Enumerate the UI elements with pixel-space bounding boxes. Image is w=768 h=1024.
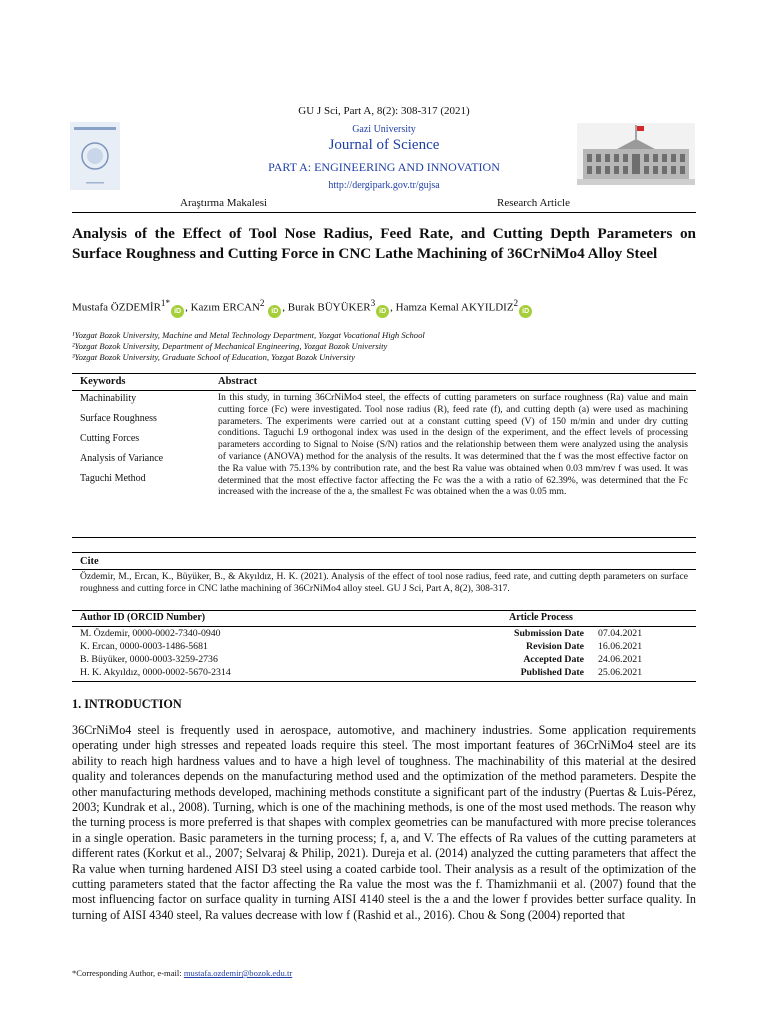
process-date: 07.04.2021 — [598, 628, 643, 639]
keyword-item: Machinability — [80, 393, 137, 404]
journal-url[interactable]: http://dergipark.gov.tr/gujsa — [328, 180, 440, 191]
author-orcid-row: K. Ercan, 0000-0003-1486-5681 — [80, 641, 208, 652]
article-type-english: Research Article — [497, 197, 570, 209]
author-affiliation-mark: 2 — [513, 298, 519, 308]
author-name: Mustafa ÖZDEMİR — [72, 301, 161, 314]
paper-title: Analysis of the Effect of Tool Nose Radius, Feed Rate, and Cutting Depth Parameters on Surface Roughness and Cutting Force in CNC Lathe Machining of 36CrNiMo4 Alloy Steel — [72, 225, 696, 262]
author-affiliation-mark: 1* — [160, 298, 171, 308]
abstract-bottom-rule — [72, 537, 696, 538]
abstract-text: In this study, in turning 36CrNiMo4 steel, the effects of cutting parameters on surface roughness (Ra) value and main cutting force (Fc) were investigated. Tool nose radius (R), feed rate (f), and cutting depth (a) were used as machining parameters. The experiments were carried out at a constant cutting speed (V) of 150 m/min and under dry cutting conditions. Taguchi L9 orthogonal index was used in the design of the experiment, and the effect levels of processing parameters according to Signal to Noise (S/N) ratios and the relationship between them were analyzed using the analysis of variance (ANOVA) method for the analysis of the results. It was determined that the f was the most effective factor on the Ra value with 75.13% by contribution rate, and the best Ra value was obtained when 0.03 mm/rev f was used. It was determined that the most effective factor affecting the Fc was the a with a ratio of 62.39%, was determined that the Fc increased with the increase of the a, the smallest Fc was obtained when the a was 0.05 mm. — [218, 392, 688, 498]
keyword-item: Analysis of Variance — [80, 453, 164, 464]
journal-citation-line: GU J Sci, Part A, 8(2): 308-317 (2021) — [298, 105, 470, 117]
process-label: Accepted Date — [523, 654, 584, 665]
cite-text: Özdemir, M., Ercan, K., Büyüker, B., & Akyıldız, H. K. (2021). Analysis of the effect of tool nose radius, feed rate, and cutting depth parameters on surface roughness and cutting force in CNC lathe machining of 36CrNiMo4 alloy steel. GU J Sci, Part A, 8(2), 308-317. — [80, 571, 688, 594]
orcid-icon[interactable]: iD — [171, 305, 184, 318]
cite-header-rule — [72, 569, 696, 570]
orcid-icon[interactable]: iD — [376, 305, 389, 318]
keyword-item: Cutting Forces — [80, 433, 140, 444]
author-id-bottom-rule — [72, 681, 696, 682]
author-id-top-rule — [72, 610, 696, 611]
process-date: 24.06.2021 — [598, 654, 643, 665]
process-label: Submission Date — [514, 628, 584, 639]
author-orcid-row: M. Özdemir, 0000-0002-7340-0940 — [80, 628, 221, 639]
author-name: Burak BÜYÜKER — [287, 301, 371, 314]
affiliation-2: ²Yozgat Bozok University, Department of Mechanical Engineering, Yozgat Bozok University — [72, 341, 388, 351]
cite-heading: Cite — [80, 556, 99, 567]
author-name: Hamza Kemal AKYILDIZ — [395, 301, 514, 314]
journal-part: PART A: ENGINEERING AND INNOVATION — [268, 160, 500, 174]
author-name: Kazım ERCAN — [190, 301, 260, 314]
cite-top-rule — [72, 552, 696, 553]
corresponding-email-link[interactable]: mustafa.ozdemir@bozok.edu.tr — [183, 968, 293, 978]
keywords-heading: Keywords — [80, 376, 126, 387]
abstract-top-rule — [72, 373, 696, 374]
orcid-icon[interactable]: iD — [268, 305, 281, 318]
journal-name: Journal of Science — [328, 137, 440, 153]
author-orcid-row: H. K. Akyıldız, 0000-0002-5670-2314 — [80, 667, 231, 678]
article-process-heading: Article Process — [509, 612, 573, 623]
university-name: Gazi University — [352, 124, 416, 135]
author-affiliation-mark: 3 — [370, 298, 376, 308]
university-building-image — [577, 123, 695, 185]
keyword-item: Taguchi Method — [80, 473, 146, 484]
orcid-icon[interactable]: iD — [519, 305, 532, 318]
author-affiliation-mark: 2 — [259, 298, 265, 308]
abstract-heading: Abstract — [218, 376, 258, 387]
process-label: Revision Date — [526, 641, 584, 652]
section-heading: 1. INTRODUCTION — [72, 697, 182, 711]
header-divider — [72, 212, 696, 213]
author-id-heading: Author ID (ORCID Number) — [80, 612, 206, 623]
process-date: 16.06.2021 — [598, 641, 643, 652]
keyword-item: Surface Roughness — [80, 413, 157, 424]
author-id-header-rule — [72, 626, 696, 627]
affiliation-1: ¹Yozgat Bozok University, Machine and Metal Technology Department, Yozgat Vocational High School — [72, 330, 425, 340]
abstract-header-rule — [72, 390, 696, 391]
process-label: Published Date — [520, 667, 584, 678]
affiliation-3: ³Yozgat Bozok University, Graduate School of Education, Yozgat Bozok University — [72, 352, 355, 362]
footnote-label: *Corresponding Author, e-mail: — [72, 968, 184, 978]
corresponding-author-footnote — [72, 968, 292, 978]
author-list: Mustafa $ÖZDEMİR^{1*}iD$ , Kazım ERCAN$^2$ iD , Burak BÜYÜKER$^3$iD , Hamza Kemal AKYILDIZ$^2$iD — [72, 296, 696, 318]
process-date: 25.06.2021 — [598, 667, 643, 678]
introduction-text: 36CrNiMo4 steel is frequently used in aerospace, automotive, and machinery industries. Some application requirements operating under high stresses and repeated loads require this steel. The most important features of 36CrNiMo4 steel are its ability to reach high hardness values and to have a high level of toughness. The machinability of this material at the desired quality and tolerances depends on the manufacturing method used and the optimization of the method parameters. Despite the other manufacturing methods developed, machining methods constitute a significant part of the industry (Puertas & Luis-Pérez, 2003; Kundrak et al., 2008). Turning, which is one of the machining methods, is one of the most used methods. The reason why the turning process is more preferred is that shapes with complex geometries can be manufactured with more precise tolerances in a single operation. Basic parameters in the turning process; f, a, and V. The effects of Ra values of the cutting parameters at different rates (Korkut et al., 2007; Selvaraj & Philip, 2021). Dureja et al. (2014) analyzed the cutting parameters that affect the Ra value when turning hardened AISI D3 steel using a coated carbide tool. Their analysis as a result of the optimization of the cutting parameters stated that the factor affecting the Ra value the most was the f. Thamizhmanii et al. (2007) found that the most influencing factor on surface quality in turning AISI 4140 steel is the a and the lower f provides better surface quality. In turning of AISI 4340 steel, Ra values decrease with low f (Rashid et al., 2016). Chou & Song (2004) reported that — [72, 723, 696, 922]
article-type-turkish: Araştırma Makalesi — [180, 197, 268, 209]
author-orcid-row: B. Büyüker, 0000-0003-3259-2736 — [80, 654, 218, 665]
